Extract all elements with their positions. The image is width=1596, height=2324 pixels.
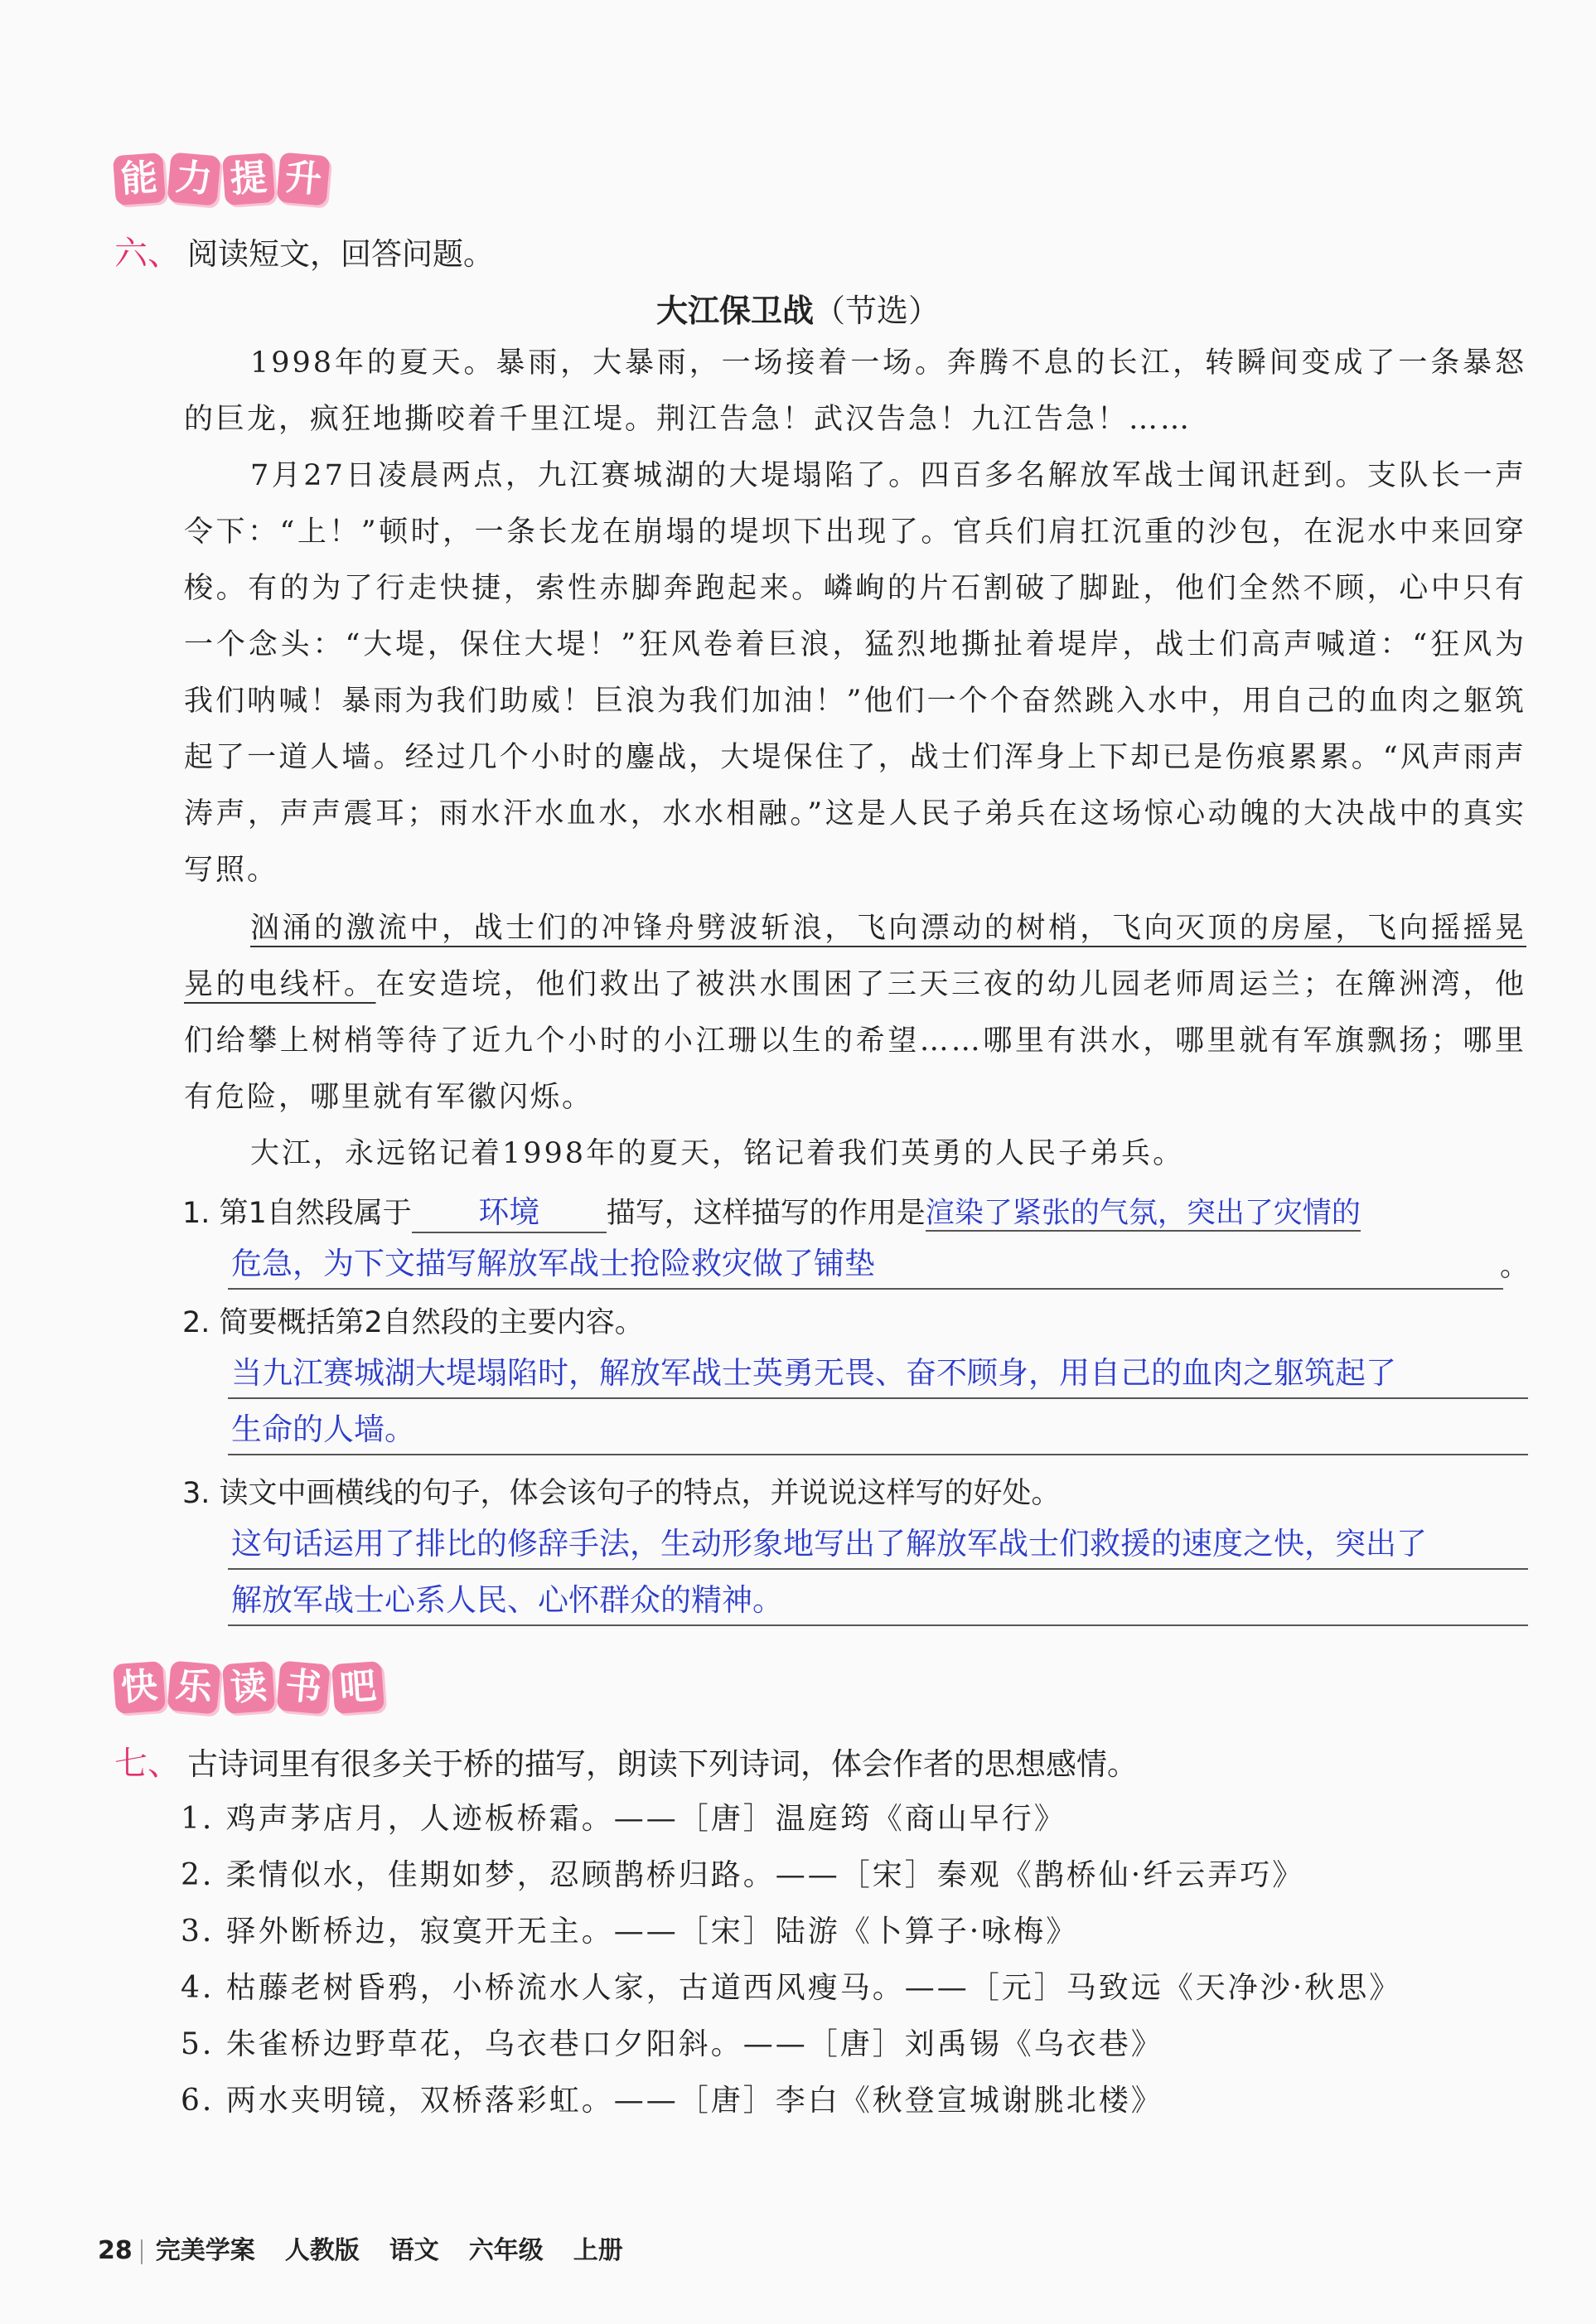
question-1-blank-answer: 环境 (412, 1187, 607, 1233)
question-1-answer-line (228, 1240, 1503, 1290)
question-3: 3. 读文中画横线的句子，体会该句子的特点，并说说这样写的好处。 (182, 1477, 1061, 1510)
poem-line: 1. 鸡声茅店月，人迹板桥霜。——［唐］温庭筠《商山早行》 (181, 1802, 1066, 1836)
book-title: 完美学案 (155, 2236, 255, 2265)
volume: 上册 (573, 2236, 623, 2265)
badge-char: 力 (167, 152, 220, 206)
edition: 人教版 (284, 2236, 360, 2265)
poem-line: 3. 驿外断桥边，寂寞开无主。——［宋］陆游《卜算子·咏梅》 (181, 1915, 1079, 1949)
footer-divider (141, 2239, 143, 2264)
section7-heading (114, 1737, 1138, 1784)
question-1-prefix: 1. 第1自然段属于 (182, 1197, 412, 1230)
question-3-answer-line-2: 解放军战士心系人民、心怀群众的精神。 (228, 1576, 1528, 1626)
paragraph-1: 1998年的夏天。暴雨，大暴雨，一场接着一场。奔腾不息的长江，转瞬间变成了一条暴怒的巨龙，疯狂地撕咬着千里江堤。荆江告急！武汉告急！九江告急！…… (184, 346, 1526, 436)
badge-char: 书 (276, 1660, 330, 1714)
badge-char: 升 (276, 152, 330, 206)
subject: 语文 (389, 2236, 439, 2265)
passage-title-text: 大江保卫战 (655, 293, 814, 329)
section6-number: 六、 (114, 235, 181, 273)
paragraph-4: 大江，永远铭记着1998年的夏天，铭记着我们英勇的人民子弟兵。 (250, 1137, 1185, 1170)
poem-line: 4. 枯藤老树昏鸦，小桥流水人家，古道西风瘦马。——［元］马致远《天净沙·秋思》 (181, 1971, 1402, 2005)
section6-instruction: 阅读短文，回答问题。 (187, 236, 494, 272)
badge-char: 能 (113, 153, 166, 206)
question-3-answer-line-1: 这句话运用了排比的修辞手法，生动形象地写出了解放军战士们救援的速度之快，突出了 (228, 1520, 1528, 1570)
badge-happy-reading (114, 1663, 383, 1712)
passage-title (0, 285, 1596, 331)
question-2-answer-line-1: 当九江赛城湖大堤塌陷时，解放军战士英勇无畏、奋不顾身，用自己的血肉之躯筑起了 (228, 1349, 1528, 1399)
paragraph-2: 7月27日凌晨两点，九江赛城湖的大堤塌陷了。四百多名解放军战士闻讯赶到。支队长一声令下：“上！”顿时，一条长龙在崩塌的堤坝下出现了。官兵们肩扛沉重的沙包，在泥水中来回穿梭。有的为了行走快捷，索性赤脚奔跑起来。嶙峋的片石割破了脚趾，他们全然不顾，心中只有一个念头：“大堤，保住大堤！”狂风卷着巨浪，猛烈地撕扯着堤岸，战士们高声喊道：“狂风为我们呐喊！暴雨为我们助威！巨浪为我们加油！”他们一个个奋然跳入水中，用自己的血肉之躯筑起了一道人墙。经过几个小时的鏖战，大堤保住了，战士们浑身上下却已是伤痕累累。“风声雨声涛声，声声震耳；雨水汗水血水，水水相融。”这是人民子弟兵在这场惊心动魄的大决战中的真实写照。 (184, 459, 1526, 887)
paragraph-3 (184, 900, 1526, 1126)
question-2: 2. 简要概括第2自然段的主要内容。 (182, 1306, 644, 1339)
question-1-answer-part2: 危急，为下文描写解放军战士抢险救灾做了铺垫 (231, 1246, 875, 1281)
underlined-sentence: 汹涌的激流中，战士们的冲锋舟劈波斩浪，飞向漂动的树梢，飞向灭顶的房屋，飞向摇摇晃晃的电线杆。 (184, 912, 1526, 1001)
passage-title-note: （节选） (814, 293, 941, 329)
badge-ability-improve (114, 154, 328, 204)
badge-char: 乐 (167, 1660, 220, 1714)
badge-char: 吧 (331, 1661, 384, 1714)
question-1-end: 。 (1500, 1250, 1530, 1283)
page-number: 28 (98, 2236, 133, 2265)
badge-char: 读 (222, 1661, 275, 1714)
paragraph-3-rest: 在安造垸，他们救出了被洪水围困了三天三夜的幼儿园老师周运兰；在簰洲湾，他们给攀上树梢等待了近九个小时的小江珊以生的希望……哪里有洪水，哪里就有军旗飘扬；哪里有危险，哪里就有军徽闪烁。 (184, 968, 1526, 1114)
question-1 (182, 1187, 1361, 1233)
poem-line: 6. 两水夹明镜，双桥落彩虹。——［唐］李白《秋登宣城谢朓北楼》 (181, 2084, 1163, 2118)
badge-char: 提 (222, 153, 275, 206)
section6-heading (114, 227, 494, 274)
section7-number: 七、 (114, 1745, 181, 1783)
question-1-mid: 描写，这样描写的作用是 (606, 1197, 926, 1230)
poem-line: 2. 柔情似水，佳期如梦，忍顾鹊桥归路。——［宋］秦观《鹊桥仙·纤云弄巧》 (181, 1858, 1305, 1892)
poem-line: 5. 朱雀桥边野草花，乌衣巷口夕阳斜。——［唐］刘禹锡《乌衣巷》 (181, 2027, 1163, 2061)
section7-instruction: 古诗词里有很多关于桥的描写，朗读下列诗词，体会作者的思想感情。 (187, 1746, 1138, 1782)
page-footer (98, 2230, 623, 2266)
question-1-answer-part1: 渲染了紧张的气氛，突出了灾情的 (925, 1197, 1361, 1230)
question-2-answer-line-2: 生命的人墙。 (228, 1406, 1528, 1455)
grade: 六年级 (468, 2236, 544, 2265)
badge-char: 快 (113, 1661, 166, 1714)
